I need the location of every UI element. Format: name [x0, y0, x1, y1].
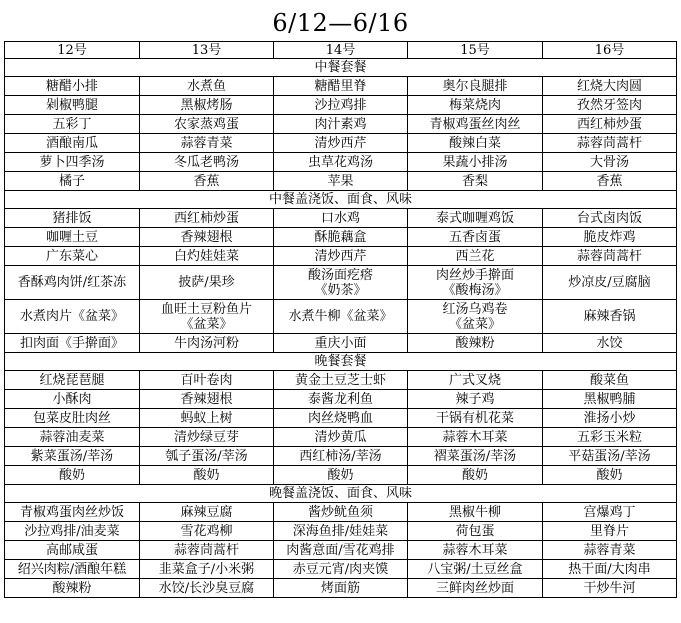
menu-cell: 蒜蓉茼蒿杆 [140, 541, 274, 560]
menu-row [5, 579, 677, 598]
menu-cell: 黑椒牛柳 [408, 503, 543, 522]
menu-cell: 奥尔良腿排 [408, 77, 543, 96]
menu-cell: 香辣翅根 [140, 228, 274, 247]
menu-row [5, 247, 677, 266]
menu-cell: 泰式咖喱鸡饭 [408, 209, 543, 228]
menu-cell: 蒜蓉木耳菜 [408, 428, 543, 447]
menu-cell: 水饺 [543, 334, 677, 353]
menu-cell: 水饺/长沙臭豆腐 [140, 579, 274, 598]
menu-row [5, 560, 677, 579]
menu-row [5, 96, 677, 115]
menu-cell: 烤面筋 [274, 579, 408, 598]
menu-row [5, 409, 677, 428]
menu-cell: 褶菜蛋汤/莘汤 [408, 447, 543, 466]
menu-cell: 包菜皮肚肉丝 [5, 409, 140, 428]
menu-row [5, 466, 677, 485]
section-title: 中餐盖浇饭、面食、风味 [5, 191, 677, 209]
menu-cell: 酱炒鱿鱼须 [274, 503, 408, 522]
menu-row [5, 228, 677, 247]
menu-cell: 酸辣白菜 [408, 134, 543, 153]
menu-cell: 酸奶 [274, 466, 408, 485]
menu-cell: 麻辣香锅 [543, 300, 677, 334]
column-header: 12号 [5, 42, 140, 59]
menu-cell: 瓠子蛋汤/莘汤 [140, 447, 274, 466]
menu-cell: 蒜蓉青菜 [543, 541, 677, 560]
menu-cell: 酸辣粉 [5, 579, 140, 598]
column-header-row [5, 42, 677, 59]
menu-row [5, 209, 677, 228]
menu-cell: 香蕉 [543, 172, 677, 191]
menu-cell: 红汤乌鸡卷 《盆菜》 [408, 300, 543, 334]
menu-cell: 水煮牛柳《盆菜》 [274, 300, 408, 334]
menu-cell: 清炒西芹 [274, 247, 408, 266]
menu-cell: 咖喱土豆 [5, 228, 140, 247]
menu-cell: 农家蒸鸡蛋 [140, 115, 274, 134]
menu-cell: 五彩丁 [5, 115, 140, 134]
menu-cell: 橘子 [5, 172, 140, 191]
menu-cell: 广东菜心 [5, 247, 140, 266]
menu-cell: 青椒鸡蛋肉丝炒饭 [5, 503, 140, 522]
menu-cell: 冬瓜老鸭汤 [140, 153, 274, 172]
menu-cell: 肉丝炒手擀面 《酸梅汤》 [408, 266, 543, 300]
menu-cell: 重庆小面 [274, 334, 408, 353]
menu-row [5, 503, 677, 522]
menu-cell: 黄金土豆芝士虾 [274, 371, 408, 390]
menu-cell: 蒜蓉茼蒿杆 [543, 134, 677, 153]
menu-row [5, 371, 677, 390]
menu-cell: 披萨/果珍 [140, 266, 274, 300]
menu-cell: 炒凉皮/豆腐脑 [543, 266, 677, 300]
menu-cell: 香辣翅根 [140, 390, 274, 409]
menu-cell: 五彩玉米粒 [543, 428, 677, 447]
menu-cell: 肉汁素鸡 [274, 115, 408, 134]
section-title: 晚餐盖浇饭、面食、风味 [5, 485, 677, 503]
menu-cell: 红烧琵琶腿 [5, 371, 140, 390]
menu-cell: 干锅有机花菜 [408, 409, 543, 428]
menu-cell: 猪排饭 [5, 209, 140, 228]
menu-cell: 清炒西芹 [274, 134, 408, 153]
menu-cell: 扣肉面《手擀面》 [5, 334, 140, 353]
menu-cell: 高邮咸蛋 [5, 541, 140, 560]
menu-cell: 淮扬小炒 [543, 409, 677, 428]
menu-cell: 干炒牛河 [543, 579, 677, 598]
menu-cell: 红烧大肉圆 [543, 77, 677, 96]
menu-cell: 酸辣粉 [408, 334, 543, 353]
menu-cell: 水煮鱼 [140, 77, 274, 96]
menu-cell: 大骨汤 [543, 153, 677, 172]
menu-cell: 口水鸡 [274, 209, 408, 228]
menu-cell: 虫草花鸡汤 [274, 153, 408, 172]
weekly-menu-table [4, 41, 677, 598]
menu-cell: 梅菜烧肉 [408, 96, 543, 115]
menu-cell: 紫菜蛋汤/莘汤 [5, 447, 140, 466]
menu-cell: 蒜蓉油麦菜 [5, 428, 140, 447]
menu-cell: 酸奶 [543, 466, 677, 485]
menu-cell: 赤豆元宵/肉夹馍 [274, 560, 408, 579]
menu-cell: 广式叉烧 [408, 371, 543, 390]
menu-cell: 沙拉鸡排/油麦菜 [5, 522, 140, 541]
menu-cell: 热干面/大肉串 [543, 560, 677, 579]
menu-cell: 黑椒烤肠 [140, 96, 274, 115]
menu-cell: 酸奶 [5, 466, 140, 485]
menu-cell: 西红柿炒蛋 [543, 115, 677, 134]
column-header: 14号 [274, 42, 408, 59]
menu-row [5, 134, 677, 153]
menu-cell: 泰酱龙利鱼 [274, 390, 408, 409]
menu-cell: 西红柿炒蛋 [140, 209, 274, 228]
menu-cell: 平菇蛋汤/莘汤 [543, 447, 677, 466]
menu-row [5, 266, 677, 300]
menu-row [5, 172, 677, 191]
menu-row [5, 447, 677, 466]
menu-cell: 孜然牙签肉 [543, 96, 677, 115]
menu-cell: 牛肉汤河粉 [140, 334, 274, 353]
menu-cell: 沙拉鸡排 [274, 96, 408, 115]
column-header: 15号 [408, 42, 543, 59]
column-header: 13号 [140, 42, 274, 59]
section-header-row [5, 485, 677, 503]
menu-cell: 里脊片 [543, 522, 677, 541]
menu-cell: 果蔬小排汤 [408, 153, 543, 172]
menu-row [5, 390, 677, 409]
menu-cell: 青椒鸡蛋丝肉丝 [408, 115, 543, 134]
menu-cell: 百叶卷肉 [140, 371, 274, 390]
menu-row [5, 522, 677, 541]
menu-cell: 西红柿汤/莘汤 [274, 447, 408, 466]
menu-cell: 深海鱼排/娃娃菜 [274, 522, 408, 541]
menu-cell: 辣子鸡 [408, 390, 543, 409]
menu-cell: 酒酿南瓜 [5, 134, 140, 153]
menu-cell: 韭菜盒子/小米粥 [140, 560, 274, 579]
menu-cell: 脆皮炸鸡 [543, 228, 677, 247]
section-title: 晚餐套餐 [5, 353, 677, 371]
menu-cell: 台式卤肉饭 [543, 209, 677, 228]
menu-cell: 清炒绿豆芽 [140, 428, 274, 447]
menu-cell: 西兰花 [408, 247, 543, 266]
menu-cell: 肉酱意面/雪花鸡排 [274, 541, 408, 560]
menu-cell: 剁椒鸭腿 [5, 96, 140, 115]
menu-cell: 酸汤面疙瘩 《奶茶》 [274, 266, 408, 300]
menu-cell: 三鲜肉丝炒面 [408, 579, 543, 598]
menu-cell: 白灼娃娃菜 [140, 247, 274, 266]
menu-cell: 酸奶 [140, 466, 274, 485]
menu-row [5, 428, 677, 447]
menu-cell: 糖醋小排 [5, 77, 140, 96]
menu-cell: 糖醋里脊 [274, 77, 408, 96]
section-header-row [5, 59, 677, 77]
menu-row [5, 77, 677, 96]
menu-cell: 小酥肉 [5, 390, 140, 409]
menu-cell: 香蕉 [140, 172, 274, 191]
menu-row [5, 300, 677, 334]
section-header-row [5, 191, 677, 209]
menu-cell: 香梨 [408, 172, 543, 191]
menu-cell: 血旺土豆粉鱼片 《盆菜》 [140, 300, 274, 334]
menu-cell: 酸奶 [408, 466, 543, 485]
page-title: 6/12—6/16 [272, 9, 409, 37]
menu-cell: 绍兴肉粽/酒酿年糕 [5, 560, 140, 579]
menu-cell: 清炒黄瓜 [274, 428, 408, 447]
menu-cell: 雪花鸡柳 [140, 522, 274, 541]
section-header-row [5, 353, 677, 371]
menu-cell: 麻辣豆腐 [140, 503, 274, 522]
menu-cell: 黑椒鸭脯 [543, 390, 677, 409]
menu-cell: 宫爆鸡丁 [543, 503, 677, 522]
menu-cell: 水煮肉片《盆菜》 [5, 300, 140, 334]
menu-row [5, 153, 677, 172]
menu-cell: 五香卤蛋 [408, 228, 543, 247]
menu-cell: 蒜蓉青菜 [140, 134, 274, 153]
menu-cell: 蚂蚁上树 [140, 409, 274, 428]
menu-cell: 酸菜鱼 [543, 371, 677, 390]
menu-row [5, 115, 677, 134]
menu-cell: 苹果 [274, 172, 408, 191]
menu-cell: 蒜蓉木耳菜 [408, 541, 543, 560]
menu-cell: 八宝粥/土豆丝盒 [408, 560, 543, 579]
menu-row [5, 334, 677, 353]
menu-cell: 萝卜四季汤 [5, 153, 140, 172]
section-title: 中餐套餐 [5, 59, 677, 77]
column-header: 16号 [543, 42, 677, 59]
menu-cell: 酥脆藕盒 [274, 228, 408, 247]
menu-cell: 蒜蓉茼蒿杆 [543, 247, 677, 266]
menu-cell: 荷包蛋 [408, 522, 543, 541]
menu-cell: 肉丝烧鸭血 [274, 409, 408, 428]
menu-cell: 香酥鸡肉饼/红茶冻 [5, 266, 140, 300]
menu-row [5, 541, 677, 560]
